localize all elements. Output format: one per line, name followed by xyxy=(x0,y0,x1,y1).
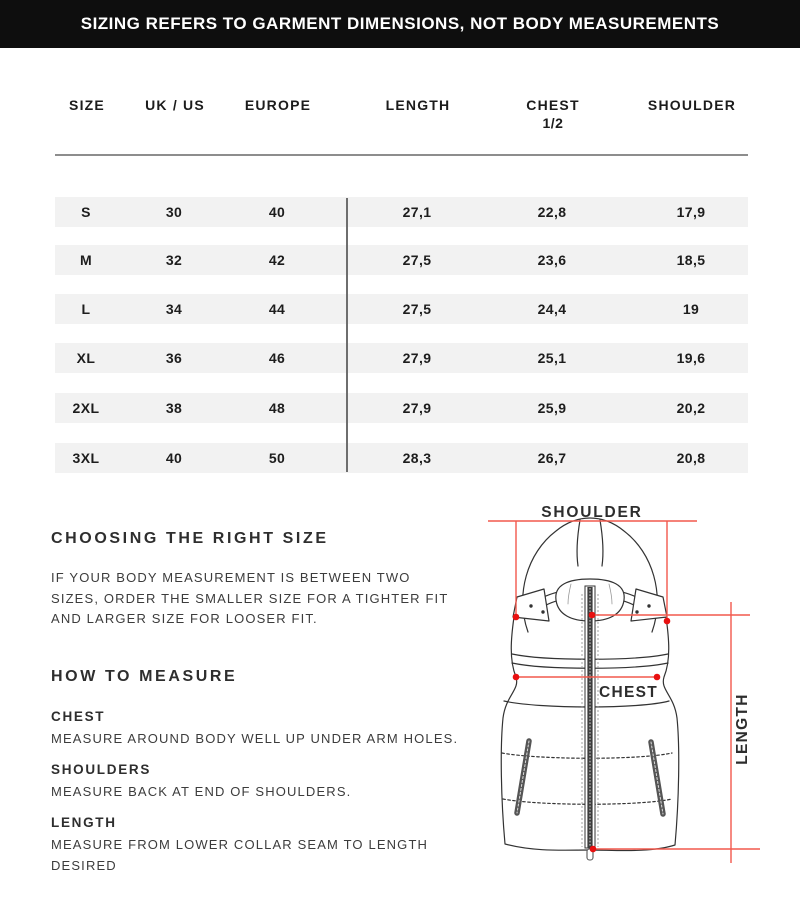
cell-chest: 25,9 xyxy=(537,400,567,416)
cell-size: XL xyxy=(76,350,96,366)
col-header-size: SIZE xyxy=(69,97,105,113)
cell-length: 27,5 xyxy=(402,301,432,317)
cell-size: L xyxy=(81,301,91,317)
cell-shoulder: 20,8 xyxy=(676,450,706,466)
cell-length: 28,3 xyxy=(402,450,432,466)
cell-ukus: 34 xyxy=(165,301,183,317)
cell-shoulder: 19,6 xyxy=(676,350,706,366)
cell-ukus: 32 xyxy=(165,252,183,268)
table-row-l xyxy=(55,294,748,324)
measure-length-title: LENGTH xyxy=(51,815,117,830)
cell-europe: 50 xyxy=(268,450,286,466)
measure-shoulders-title: SHOULDERS xyxy=(51,762,152,777)
how-to-measure-heading: HOW TO MEASURE xyxy=(51,668,238,685)
table-row-3xl xyxy=(55,443,748,473)
cell-ukus: 30 xyxy=(165,204,183,220)
col-header-shoulder: SHOULDER xyxy=(647,97,737,113)
header-divider-line xyxy=(55,154,748,156)
cell-chest: 23,6 xyxy=(537,252,567,268)
col-header-chest-half: CHEST 1/2 xyxy=(526,97,580,131)
chest-measure-label: CHEST xyxy=(599,684,659,701)
cell-europe: 42 xyxy=(268,252,286,268)
cell-chest: 26,7 xyxy=(537,450,567,466)
col-header-ukus: UK / US xyxy=(145,97,205,113)
cell-ukus: 38 xyxy=(165,400,183,416)
cell-ukus: 40 xyxy=(165,450,183,466)
measure-length-text: MEASURE FROM LOWER COLLAR SEAM TO LENGTH DESIRED xyxy=(51,837,429,873)
measure-chest-title: CHEST xyxy=(51,709,106,724)
cell-length: 27,1 xyxy=(402,204,432,220)
measure-chest-text: MEASURE AROUND BODY WELL UP UNDER ARM HOLES. xyxy=(51,731,459,746)
cell-europe: 44 xyxy=(268,301,286,317)
col-header-europe: EUROPE xyxy=(244,97,312,113)
cell-length: 27,9 xyxy=(402,400,432,416)
measure-shoulders-text: MEASURE BACK AT END OF SHOULDERS. xyxy=(51,784,352,799)
choosing-size-heading: CHOOSING THE RIGHT SIZE xyxy=(51,530,329,547)
sizing-disclaimer-text: SIZING REFERS TO GARMENT DIMENSIONS, NOT BODY MEASUREMENTS xyxy=(80,14,720,33)
cell-europe: 46 xyxy=(268,350,286,366)
vest-diagram xyxy=(440,495,800,914)
size-table xyxy=(55,197,748,474)
cell-shoulder: 19 xyxy=(682,301,700,317)
choosing-size-text: IF YOUR BODY MEASUREMENT IS BETWEEN TWO SIZES, ORDER THE SMALLER SIZE FOR A TIGHTER FIT AND LARGER SIZE FOR LOOSER FIT. xyxy=(51,570,449,626)
cell-shoulder: 17,9 xyxy=(676,204,706,220)
cell-size: M xyxy=(79,252,93,268)
cell-europe: 48 xyxy=(268,400,286,416)
cell-europe: 40 xyxy=(268,204,286,220)
table-row-m xyxy=(55,245,748,275)
sizing-disclaimer-banner xyxy=(0,0,800,48)
table-row-2xl xyxy=(55,393,748,423)
cell-length: 27,5 xyxy=(402,252,432,268)
table-row-xl xyxy=(55,343,748,373)
table-row-s xyxy=(55,197,748,227)
table-vertical-divider xyxy=(346,198,348,472)
col-header-length: LENGTH xyxy=(385,97,451,113)
cell-size: 3XL xyxy=(72,450,100,466)
cell-chest: 22,8 xyxy=(537,204,567,220)
shoulder-measure-label: SHOULDER xyxy=(541,504,643,521)
cell-size: 2XL xyxy=(72,400,100,416)
cell-shoulder: 18,5 xyxy=(676,252,706,268)
cell-size: S xyxy=(81,204,91,220)
col-header-chest-sub: 1/2 xyxy=(542,115,564,131)
length-measure-label: LENGTH xyxy=(734,693,751,765)
cell-shoulder: 20,2 xyxy=(676,400,706,416)
cell-chest: 24,4 xyxy=(537,301,567,317)
cell-chest: 25,1 xyxy=(537,350,567,366)
cell-length: 27,9 xyxy=(402,350,432,366)
cell-ukus: 36 xyxy=(165,350,183,366)
